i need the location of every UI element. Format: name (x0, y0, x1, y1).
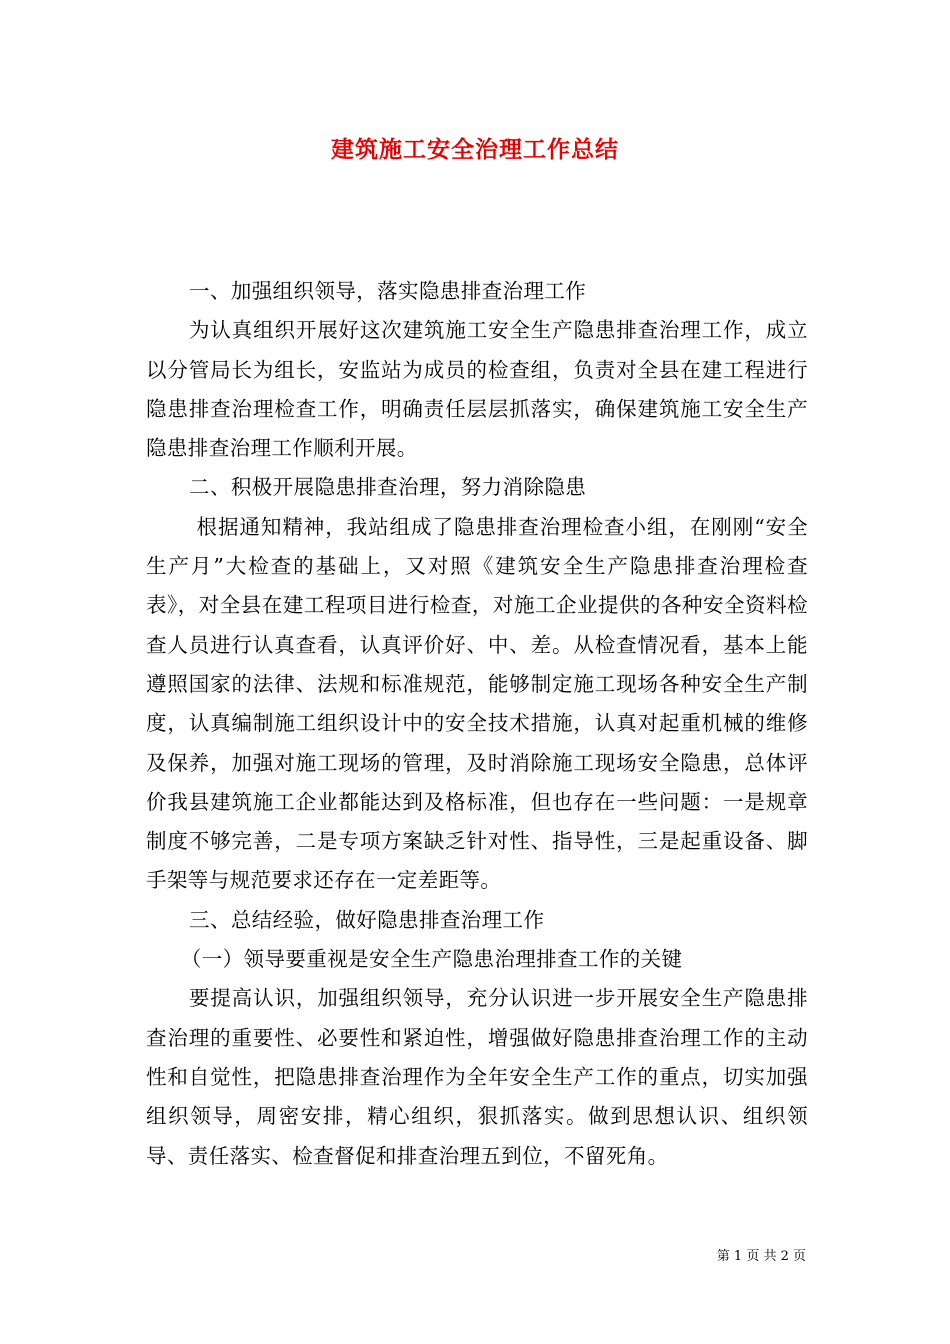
section-heading-2: 二、积极开展隐患排查治理，努力消除隐患 (189, 475, 587, 500)
document-title: 建筑施工安全治理工作总结 (331, 136, 619, 163)
document-body (146, 272, 808, 1176)
page-number: 第 1 页 共 2 页 (716, 1249, 806, 1264)
subsection-heading-1: （一）领导要重视是安全生产隐患治理排查工作的关键 (180, 947, 683, 972)
paragraph-2: 根据通知精神，我站组成了隐患排查治理检查小组，在刚刚“安全生产月”大检查的基础上，又对照《建筑安全生产隐患排查治理检查表》，对全县在建工程项目进行检查，对施工企业提供的各种安全资料检查人员进行认真查看，认真评价好、中、差。从检查情况看，基本上能遵照国家的法律、法规和标准规范，能够制定施工现场各种安全生产制度，认真编制施工组织设计中的安全技术措施，认真对起重机械的维修及保养，加强对施工现场的管理，及时消除施工现场安全隐患，总体评价我县建筑施工企业都能达到及格标准，但也存在一些问题：一是规章制度不够完善，二是专项方案缺乏针对性、指导性，三是起重设备、脚手架等与规范要求还存在一定差距等。 (146, 514, 808, 893)
section-heading-1: 一、加强组织领导，落实隐患排查治理工作 (189, 279, 587, 303)
section-heading-3: 三、总结经验，做好隐患排查治理工作 (189, 907, 545, 932)
paragraph-3: 要提高认识，加强组织领导，充分认识进一步开展安全生产隐患排查治理的重要性、必要性和紧迫性，增强做好隐患排查治理工作的主动性和自觉性，把隐患排查治理作为全年安全生产工作的重点，切实加强组织领导，周密安排，精心组织，狠抓落实。做到思想认识、组织领导、责任落实、检查督促和排查治理五到位，不留死角。 (146, 986, 808, 1168)
paragraph-1: 为认真组织开展好这次建筑施工安全生产隐患排查治理工作，成立以分管局长为组长，安监站为成员的检查组，负责对全县在建工程进行隐患排查治理检查工作，明确责任层层抓落实，确保建筑施工安全生产隐患排查治理工作顺利开展。 (146, 318, 808, 461)
